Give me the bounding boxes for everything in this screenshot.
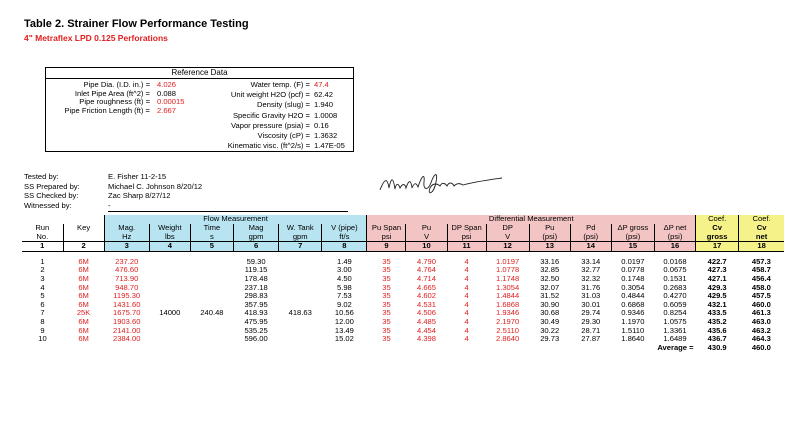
table-cell: 32.77 [581, 265, 601, 275]
table-cell: 6M [78, 334, 89, 344]
table-cell: 0.0778 [621, 265, 645, 275]
column-unit: psi [367, 233, 406, 242]
meta-label: Witnessed by: [24, 200, 72, 210]
table-cell: 25K [76, 308, 91, 318]
table-cell: 4.764 [417, 265, 437, 275]
table-cell: 4 [464, 256, 469, 266]
column-header: DP Span [447, 224, 486, 233]
ref-right-label: Water temp. (F) = [250, 80, 310, 89]
table-cell: 1.1970 [621, 316, 645, 326]
column-unit: No. [36, 231, 49, 241]
table-cell: 35 [382, 334, 391, 344]
table-cell: 0.2683 [663, 282, 687, 292]
table-cell: 463.0 [751, 316, 771, 326]
table-cell: 31.03 [581, 291, 601, 301]
column-header: Pu [529, 224, 570, 233]
column-header: Mag [233, 224, 278, 233]
table-cell: 418.93 [244, 308, 268, 318]
column-header: Weight [149, 224, 190, 233]
column-unit: net [739, 233, 784, 242]
column-number: 13 [529, 242, 570, 252]
table-cell: 4 [464, 291, 469, 301]
table-cell: 1.8640 [621, 334, 645, 344]
table-cell: 4.454 [417, 325, 437, 335]
table-cell: 4.506 [417, 308, 437, 318]
table-cell: 1.6868 [496, 299, 520, 309]
ref-left-label: Pipe Friction Length (ft) = [64, 105, 150, 115]
table-cell: 1.6489 [663, 334, 687, 344]
table-cell [190, 292, 233, 301]
table-cell: 237.20 [115, 256, 139, 266]
column-number: 17 [696, 242, 739, 252]
column-number: 12 [486, 242, 529, 252]
table-cell: 27.87 [581, 334, 601, 344]
table-cell: 6M [78, 282, 89, 292]
column-number: 14 [570, 242, 611, 252]
table-cell: 3.00 [336, 265, 352, 275]
group-coef-gross: Coef. [696, 215, 739, 224]
table-cell: 1 [40, 256, 45, 266]
table-cell: 418.63 [288, 308, 312, 318]
table-cell: 4 [464, 282, 469, 292]
table-cell: 6M [78, 316, 89, 326]
table-cell: 4.531 [417, 299, 437, 309]
table-cell: 4 [464, 316, 469, 326]
ref-left-label: Inlet Pipe Area (ft^2) = [74, 88, 150, 98]
table-cell [190, 258, 233, 267]
table-cell: 457.5 [751, 291, 771, 301]
column-unit: V [406, 233, 447, 242]
table-cell: 30.90 [540, 299, 560, 309]
table-cell: 456.4 [751, 273, 771, 283]
meta-label: SS Prepared by: [24, 181, 80, 191]
table-cell [149, 335, 190, 344]
table-cell: 2.1970 [496, 316, 520, 326]
table-cell: 29.73 [540, 334, 560, 344]
column-number: 6 [233, 242, 278, 252]
table-cell [279, 258, 322, 267]
column-header: W. Tank [279, 224, 322, 233]
table-cell: 4 [464, 299, 469, 309]
table-cell [149, 327, 190, 336]
ref-right-label: Density (slug) = [257, 100, 310, 110]
table-cell: 13.49 [334, 325, 354, 335]
table-cell: 35 [382, 291, 391, 301]
column-unit: gpm [233, 233, 278, 242]
table-cell: 4.485 [417, 316, 437, 326]
table-cell: 6M [78, 291, 89, 301]
meta-value: - [108, 200, 111, 210]
ref-left-label: Pipe roughness (ft) = [79, 97, 150, 107]
table-cell: 1431.60 [112, 299, 141, 309]
column-header: ΔP gross [611, 224, 654, 233]
table-cell: 460.0 [751, 299, 771, 309]
table-cell: 422.7 [707, 256, 727, 266]
table-cell: 463.2 [751, 325, 771, 335]
table-cell: 15.02 [334, 334, 354, 344]
table-cell [190, 275, 233, 284]
column-unit: ft/s [322, 233, 367, 242]
table-cell: 1.9346 [496, 308, 520, 318]
table-cell: 29.74 [581, 308, 601, 318]
table-cell: 6M [78, 256, 89, 266]
table-cell: 2384.00 [112, 334, 141, 344]
table-cell [149, 275, 190, 284]
table-cell: 948.70 [115, 282, 139, 292]
witness-line [108, 211, 348, 212]
ref-right-value: 1.47E-05 [314, 141, 345, 151]
ref-right-label: Viscosity (cP) = [257, 131, 310, 140]
table-cell [279, 292, 322, 301]
table-cell: 9 [40, 325, 45, 335]
ref-right-value: 1.940 [314, 100, 334, 110]
page-title: Table 2. Strainer Flow Performance Testing [24, 18, 249, 30]
table-cell: 298.83 [244, 291, 268, 301]
column-header: DP [486, 224, 529, 233]
reference-data-header: Reference Data [46, 68, 353, 79]
table-cell: 461.3 [751, 308, 771, 318]
table-cell [149, 284, 190, 293]
table-cell: 1.5110 [621, 325, 645, 335]
table-cell: 31.52 [540, 291, 560, 301]
table-cell: 5 [40, 291, 45, 301]
table-cell: 32.07 [540, 282, 560, 292]
meta-label: SS Checked by: [24, 191, 79, 201]
ref-right-label: Specific Gravity H2O = [232, 110, 310, 120]
table-cell [190, 266, 233, 275]
table-cell: 14000 [159, 308, 181, 318]
table-cell: 35 [382, 325, 391, 335]
table-cell: 59.30 [246, 256, 266, 266]
column-header: Cv [696, 224, 739, 233]
flow-table [22, 215, 784, 352]
table-cell [190, 284, 233, 293]
table-cell: 0.1531 [663, 273, 687, 283]
table-cell: 35 [382, 273, 391, 283]
table-cell [279, 266, 322, 275]
table-cell: 458.0 [751, 282, 771, 292]
column-number: 4 [149, 242, 190, 252]
group-coef-net: Coef. [739, 215, 784, 224]
table-cell: 4 [464, 325, 469, 335]
table-cell: 4.398 [417, 334, 437, 344]
average-cv-net: 460.0 [751, 342, 771, 352]
table-cell: 4 [464, 308, 469, 318]
table-cell: 12.00 [334, 316, 354, 326]
ref-left-value: 0.00015 [157, 97, 185, 107]
table-cell: 458.7 [751, 265, 771, 275]
table-cell: 464.3 [751, 334, 771, 344]
table-cell [279, 327, 322, 336]
table-cell: 178.48 [244, 273, 268, 283]
table-cell: 535.25 [244, 325, 268, 335]
column-header: Pu [406, 224, 447, 233]
ref-right-value: 1.0008 [314, 110, 338, 120]
table-cell: 7.53 [336, 291, 352, 301]
ref-left-value: 2.667 [157, 105, 177, 115]
column-unit: gross [696, 233, 739, 242]
column-unit: lbs [149, 233, 190, 242]
table-cell: 33.14 [581, 256, 601, 266]
table-cell: 2.8640 [496, 334, 520, 344]
ref-right-value: 0.16 [314, 120, 329, 130]
column-number: 7 [279, 242, 322, 252]
column-unit: (psi) [570, 233, 611, 242]
meta-value: Zac Sharp 8/27/12 [108, 191, 171, 201]
table-cell: 4.50 [336, 273, 352, 283]
table-cell: 35 [382, 308, 391, 318]
table-cell: 6M [78, 299, 89, 309]
table-cell: 4 [464, 334, 469, 344]
column-header: Time [190, 224, 233, 233]
table-cell: 35 [382, 299, 391, 309]
average-label: Average = [657, 342, 694, 352]
table-cell [149, 292, 190, 301]
table-cell: 32.85 [540, 265, 560, 275]
column-unit: V [486, 233, 529, 242]
table-cell: 29.30 [581, 316, 601, 326]
table-cell: 6M [78, 325, 89, 335]
table-cell: 435.6 [707, 325, 727, 335]
table-cell: 4.602 [417, 291, 437, 301]
column-number: 8 [322, 242, 367, 252]
table-cell: 1.0197 [496, 256, 520, 266]
table-cell: 4 [40, 282, 45, 292]
table-cell: 0.4270 [663, 291, 687, 301]
table-cell: 30.49 [540, 316, 560, 326]
table-cell [190, 318, 233, 327]
table-cell: 476.60 [115, 265, 139, 275]
table-cell: 2.5110 [496, 325, 519, 335]
ref-right-value: 1.3632 [314, 131, 338, 140]
column-number: 11 [447, 242, 486, 252]
table-cell: 8 [40, 316, 45, 326]
table-cell: 119.15 [244, 265, 268, 275]
table-cell: 0.3054 [621, 282, 645, 292]
table-cell: 32.50 [540, 273, 560, 283]
table-cell: 1195.30 [113, 291, 141, 301]
table-cell: 436.7 [707, 334, 727, 344]
table-cell [149, 318, 190, 327]
table-cell: 0.4844 [621, 291, 645, 301]
table-cell: 6M [78, 273, 89, 283]
column-unit: psi [447, 233, 486, 242]
signature-icon [378, 170, 508, 203]
table-cell: 0.8254 [663, 308, 687, 318]
column-header: Cv [739, 224, 784, 233]
table-cell [149, 258, 190, 267]
table-cell: 35 [382, 282, 391, 292]
table-cell: 429.3 [707, 282, 727, 292]
table-cell: 427.3 [707, 265, 727, 275]
table-cell: 4 [464, 273, 469, 283]
table-cell [149, 266, 190, 275]
table-cell: 35 [382, 316, 391, 326]
ref-right-value: 47.4 [314, 80, 329, 89]
column-header: Mag. [104, 224, 149, 233]
table-cell: 30.01 [581, 299, 601, 309]
table-cell: 713.90 [115, 273, 139, 283]
ref-right-label: Kinematic visc. (ft^2/s) = [227, 141, 310, 151]
table-cell: 3 [40, 273, 45, 283]
table-cell: 1.0778 [496, 265, 520, 275]
table-cell: 596.00 [244, 334, 268, 344]
column-number: 9 [367, 242, 406, 252]
table-cell: 1.3054 [496, 282, 520, 292]
column-number: 18 [739, 242, 784, 252]
table-cell: 357.95 [244, 299, 268, 309]
column-unit: (psi) [611, 233, 654, 242]
table-cell: 457.3 [751, 256, 771, 266]
table-cell: 433.5 [707, 308, 727, 318]
table-cell: 0.6059 [663, 299, 687, 309]
table-cell [190, 327, 233, 336]
column-header: Run [35, 223, 50, 232]
column-header: Pd [570, 224, 611, 233]
table-cell [279, 275, 322, 284]
column-number: 10 [406, 242, 447, 252]
table-cell: 35 [382, 265, 391, 275]
table-cell: 33.16 [540, 256, 560, 266]
column-number: 3 [104, 242, 149, 252]
average-row [22, 344, 784, 353]
table-cell: 6 [40, 299, 45, 309]
ref-left-value: 4.026 [157, 80, 177, 89]
column-header: V (pipe) [322, 224, 367, 233]
column-header: ΔP net [654, 224, 695, 233]
table-cell: 427.1 [707, 273, 727, 283]
table-cell: 2141.00 [112, 325, 141, 335]
column-number: 5 [190, 242, 233, 252]
table-cell: 0.0197 [621, 256, 645, 266]
table-cell: 32.32 [581, 273, 601, 283]
table-cell: 0.6868 [621, 299, 645, 309]
table-cell: 30.68 [540, 308, 560, 318]
table-cell: 0.0168 [663, 256, 687, 266]
table-cell [279, 284, 322, 293]
column-number: 15 [611, 242, 654, 252]
column-number: 2 [63, 242, 104, 252]
table-cell: 4.714 [417, 273, 437, 283]
table-cell: 1675.70 [112, 308, 141, 318]
table-cell: 432.1 [707, 299, 727, 309]
column-unit: Hz [104, 233, 149, 242]
ref-right-value: 62.42 [314, 90, 334, 100]
table-cell: 240.48 [200, 308, 224, 318]
group-flow-measurement: Flow Measurement [104, 215, 367, 224]
table-cell: 7 [40, 308, 45, 318]
table-cell [279, 335, 322, 344]
table-cell: 9.02 [336, 299, 352, 309]
table-cell: 0.9346 [621, 308, 645, 318]
reference-data-box [45, 67, 354, 152]
column-unit: (psi) [654, 233, 695, 242]
table-cell: 4.790 [417, 256, 437, 266]
table-cell: 30.22 [540, 325, 560, 335]
table-cell: 35 [382, 256, 391, 266]
column-header: Pu Span [367, 224, 406, 233]
meta-value: E. Fisher 11-2-15 [108, 172, 167, 181]
table-cell: 1.3361 [663, 325, 687, 335]
meta-value: Michael C. Johnson 8/20/12 [108, 181, 203, 191]
table-cell: 5.98 [336, 282, 352, 292]
table-cell: 4.665 [417, 282, 437, 292]
table-cell: 31.76 [581, 282, 601, 292]
group-differential-measurement: Differential Measurement [367, 215, 696, 224]
table-cell: 6M [78, 265, 89, 275]
column-unit: gpm [279, 233, 322, 242]
table-cell: 0.0675 [663, 265, 687, 275]
table-cell: 475.95 [244, 316, 268, 326]
column-unit: (psi) [529, 233, 570, 242]
table-cell: 1903.60 [112, 316, 141, 326]
column-header: Key [63, 224, 104, 233]
table-cell: 1.49 [336, 256, 352, 266]
ref-left-label: Pipe Dia. (I.D. in.) = [83, 80, 150, 89]
table-cell: 237.18 [244, 282, 268, 292]
page-subtitle: 4" Metraflex LPD 0.125 Perforations [24, 33, 168, 43]
table-cell: 435.2 [707, 316, 727, 326]
column-number: 16 [654, 242, 695, 252]
column-unit: s [190, 233, 233, 242]
table-cell: 429.5 [707, 291, 727, 301]
table-cell: 2 [40, 265, 45, 275]
table-cell: 1.4844 [496, 291, 520, 301]
table-cell: 28.71 [581, 325, 601, 335]
average-cv-gross: 430.9 [707, 342, 727, 352]
ref-right-label: Unit weight H2O (pcf) = [230, 90, 310, 100]
column-number: 1 [22, 242, 63, 252]
table-cell: 1.0575 [663, 316, 687, 326]
table-cell [190, 335, 233, 344]
ref-left-value: 0.088 [157, 88, 177, 98]
table-cell: 1.1748 [496, 273, 520, 283]
meta-label: Tested by: [24, 172, 59, 181]
table-cell: 10.56 [334, 308, 354, 318]
table-cell: 0.1748 [621, 273, 645, 283]
table-cell: 4 [464, 265, 469, 275]
table-cell: 10 [38, 334, 47, 344]
table-cell [279, 318, 322, 327]
ref-right-label: Vapor pressure (psia) = [231, 120, 310, 130]
